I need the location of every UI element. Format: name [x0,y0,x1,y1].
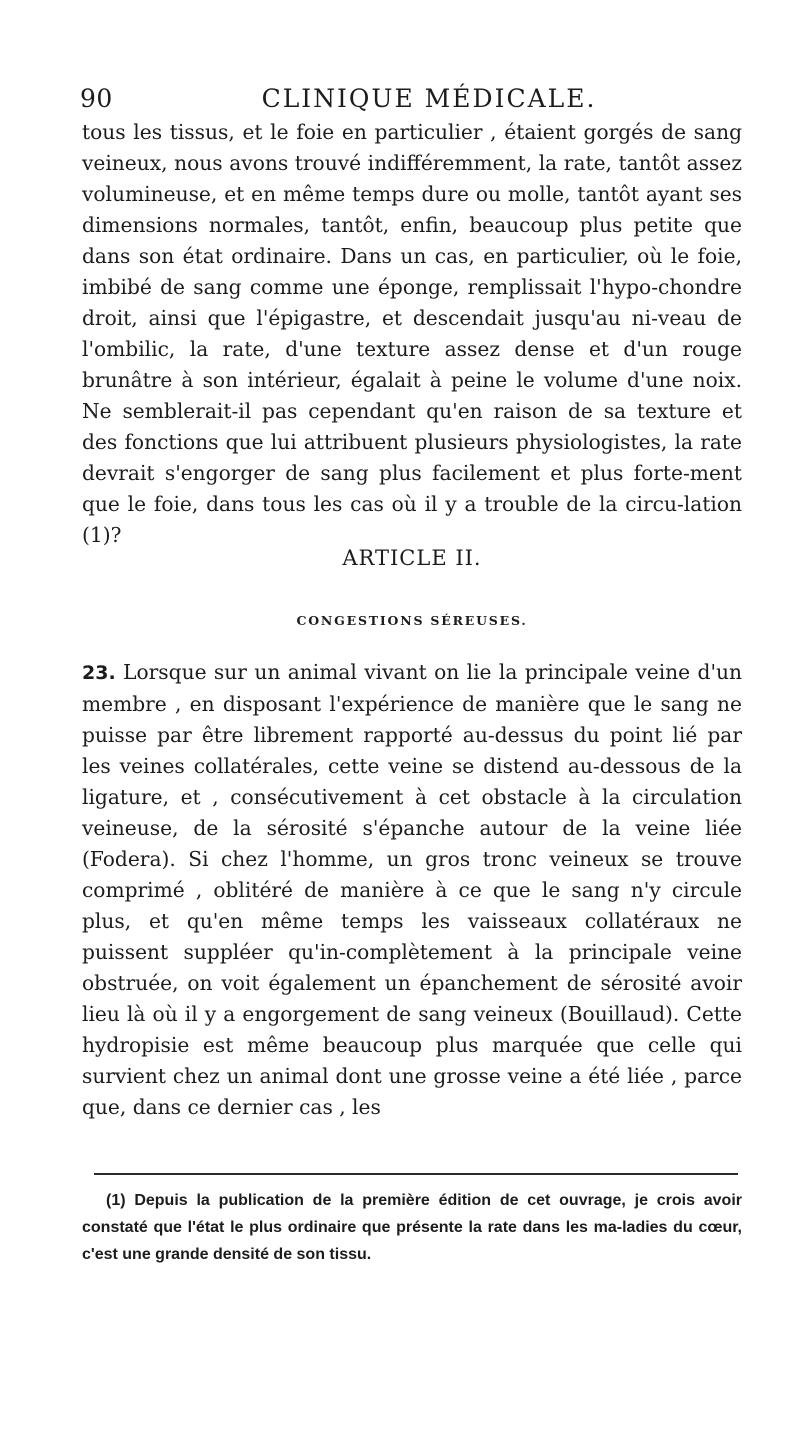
paragraph-number: 23. [82,662,116,684]
paragraph-wrapper [82,657,742,1123]
body-paragraph-23 [82,657,742,1123]
paragraph-text: Lorsque sur un animal vivant on lie la principale veine d'un membre , en disposant l'expérience de manière que le sang ne puisse par être librement rapporté au-dessus du point lié par les veines collatérales, cette veine se distend au-dessous de la ligature, et , consécutivement à cet obstacle à la circulation veineuse, de la sérosité s'épanche autour de la veine liée (Fodera). Si chez l'homme, un gros tronc veineux se trouve comprimé , oblitéré de manière à ce que le sang n'y circule plus, et qu'en même temps les vaisseaux collatéraux ne puissent suppléer qu'in-complètement à la principale veine obstruée, on voit également un épanchement de sérosité avoir lieu là où il y a engorgement de sang veineux (Bouillaud). Cette hydropisie est même beaucoup plus marquée que celle qui survient chez un animal dont une grosse veine a été liée , parce que, dans ce dernier cas , les [82,660,742,1119]
paragraph-text: tous les tissus, et le foie en particulier , étaient gorgés de sang veineux, nous avons trouvé indifféremment, la rate, tantôt assez volumineuse, et en même temps dure ou molle, tantôt ayant ses dimensions normales, tantôt, enfin, beaucoup plus petite que dans son état ordinaire. Dans un cas, en particulier, où le foie, imbibé de sang comme une éponge, remplissait l'hypo-chondre droit, ainsi que l'épigastre, et descendait jusqu'au ni-veau de l'ombilic, la rate, d'une texture assez dense et d'un rouge brunâtre à son intérieur, égalait à peine le volume d'une noix. Ne semblerait-il pas cependant qu'en raison de sa texture et des fonctions que lui attribuent plusieurs physiologistes, la rate devrait s'engorger de sang plus facilement et plus forte-ment que le foie, dans tous les cas où il y a trouble de la circu-lation (1)? [82,120,742,547]
footnote: (1) Depuis la publication de la première édition de cet ouvrage, je crois avoir constaté que l'état le plus ordinaire que présente la rate dans les ma-ladies du cœur, c'est une grande densité de son tissu. [82,1192,742,1263]
footnote-divider [94,1173,738,1175]
article-heading: ARTICLE II. [342,546,482,570]
running-header [80,84,740,118]
section-subheading: CONGESTIONS SÉREUSES. [296,613,528,628]
page-number: 90 [80,84,113,113]
body-paragraph-continued [82,117,742,551]
running-title: CLINIQUE MÉDICALE. [261,84,597,113]
